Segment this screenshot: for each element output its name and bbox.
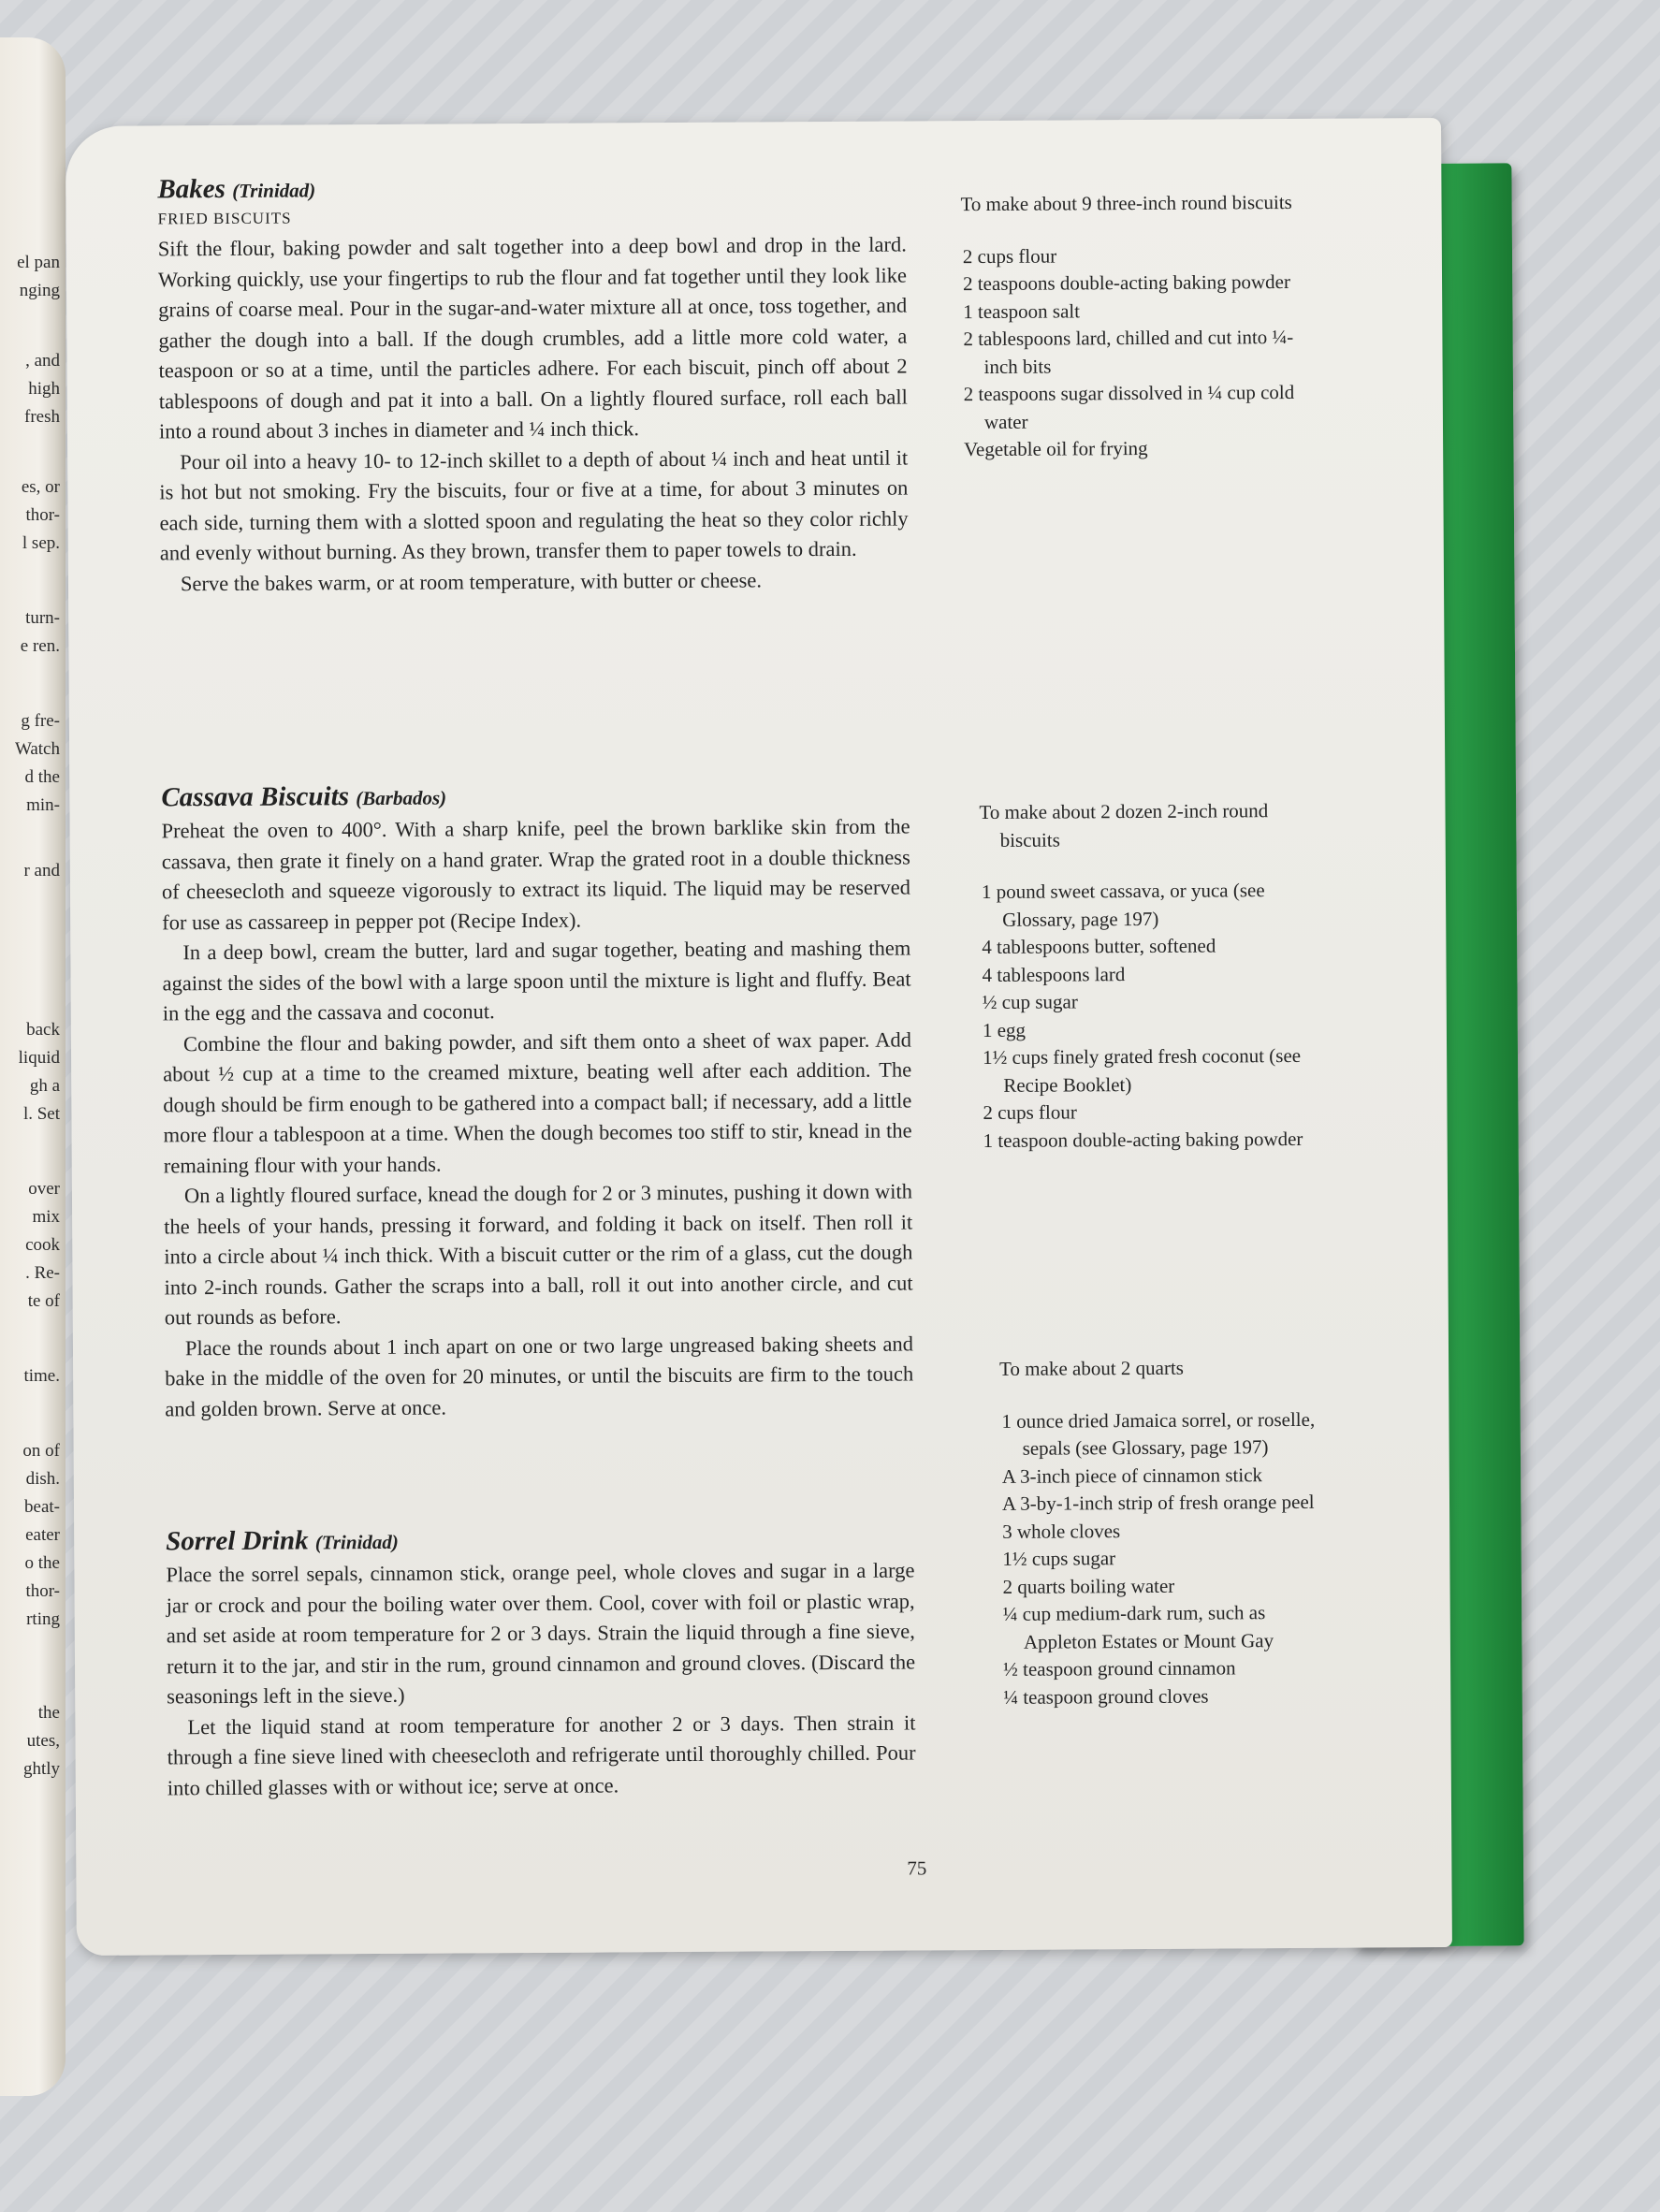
recipe-paragraph: On a lightly floured surface, knead the dough for 2 or 3 minutes, pushing it down with the heels of your hands, pressing it forward, and folding it back on itself. Then roll it into a circle about ¼ inch thick. With a biscuit cutter or the rim of a glass, cut the dough into 2-inch rounds. Gather the scraps into a ball, roll it out into another circle, and cut out rounds as before. bbox=[164, 1179, 913, 1330]
recipe-title: Bakes (Trinidad) bbox=[157, 173, 316, 205]
ingredient-item: ½ teaspoon ground cinnamon bbox=[1003, 1656, 1236, 1681]
left-page-fragment: liquid bbox=[18, 1048, 60, 1068]
recipe-paragraph: Place the sorrel sepals, cinnamon stick, orange peel, whole cloves and sugar in a large jar or crock and pour the boiling water over them. Cool, cover with foil or plastic wrap, and set aside at room temperature for 2 or 3 days. Strain the liquid through a fine sieve, return it to the jar, and stir in the rum, ground cinnamon and ground cloves. (Discard the seasonings left in the sieve.) bbox=[166, 1558, 916, 1709]
left-page-fragment: the bbox=[37, 1703, 60, 1723]
left-page-fragment: , and bbox=[25, 351, 60, 371]
left-page-fragment: g fre- bbox=[21, 711, 60, 731]
recipe-paragraph: Place the rounds about 1 inch apart on one or two large ungreased baking sheets and bake in the middle of the oven for 20 minutes, or until the biscuits are firm to the touch and golden brown. Serve at once. bbox=[165, 1331, 914, 1420]
recipe-yield: To make about 2 quarts bbox=[999, 1356, 1185, 1380]
ingredient-item: 2 quarts boiling water bbox=[1002, 1574, 1175, 1598]
page-number: 75 bbox=[907, 1856, 927, 1880]
left-page-fragment: on of bbox=[22, 1441, 60, 1461]
left-page-fragment: d the bbox=[24, 767, 60, 787]
recipe-yield: To make about 2 dozen 2-inch round biscuits bbox=[979, 799, 1269, 851]
recipe-sorrel-body bbox=[166, 1520, 916, 1803]
recipe-cassava-ingredients bbox=[979, 797, 1318, 1155]
recipe-bakes-body bbox=[157, 168, 909, 600]
ingredient-item: 1 teaspoon double-acting baking powder bbox=[983, 1127, 1303, 1152]
ingredient-item: 4 tablespoons lard bbox=[982, 962, 1126, 986]
left-page-fragment: thor- bbox=[25, 505, 60, 525]
ingredient-item: 2 cups flour bbox=[983, 1100, 1077, 1125]
recipe-paragraph: Pour oil into a heavy 10- to 12-inch skillet to a depth of about ¼ inch and heat until it is hot but not smoking. Fry the biscuits, four or five at a time, for about 3 minutes on each side, turning them with a slotted spoon and regulating the heat so they color richly and evenly without burning. As they brown, transfer them to paper towels to drain. bbox=[159, 445, 909, 565]
left-page-fragment: over bbox=[28, 1179, 60, 1199]
left-page-fragment: cook bbox=[25, 1235, 60, 1255]
ingredient-item: Vegetable oil for frying bbox=[964, 436, 1148, 461]
left-page-fragment: el pan bbox=[17, 253, 60, 272]
ingredient-list bbox=[980, 877, 1318, 1155]
recipe-paragraph: Sift the flour, baking powder and salt together into a deep bowl and drop in the lard. Working quickly, use your fingertips to rub the flour and fat together until they look like grains of coarse meal. Pour in the sugar-and-water mixture all at once, toss together, and gather the dough into a ball. If the dough crumbles, add a little more cold water, a teaspoon or so at a time, until the particles adhere. For each biscuit, pinch off about 2 tablespoons of dough and pat it into a ball. On a lightly floured surface, roll each ball into a round about 3 inches in diameter and ¼ inch thick. bbox=[157, 232, 908, 444]
ingredient-item: 3 whole cloves bbox=[1002, 1519, 1121, 1543]
ingredient-list bbox=[961, 240, 1299, 463]
left-page-fragment: utes, bbox=[26, 1731, 60, 1751]
ingredient-item: A 3-by-1-inch strip of fresh orange peel bbox=[1001, 1490, 1315, 1515]
left-page-fragment: back bbox=[26, 1020, 60, 1040]
left-page-fragment: min- bbox=[26, 795, 60, 815]
left-page-fragment: . Re- bbox=[25, 1263, 60, 1283]
left-page-fragment: beat- bbox=[24, 1497, 60, 1517]
ingredient-item: 1½ cups finely grated fresh coconut (see Recipe Booklet) bbox=[983, 1043, 1302, 1097]
left-page-fragment: fresh bbox=[24, 407, 60, 427]
right-page bbox=[66, 118, 1452, 1956]
left-page-fragment: dish. bbox=[25, 1469, 60, 1489]
recipe-paragraph: In a deep bowl, cream the butter, lard and sugar together, beating and mashing them against the sides of the bowl with a large spoon until the mixture is light and fluffy. Beat in the egg and the cassava and coconut. bbox=[162, 936, 911, 1026]
ingredient-item: ¼ teaspoon ground cloves bbox=[1003, 1684, 1209, 1709]
recipe-paragraph: Preheat the oven to 400°. With a sharp knife, peel the brown barklike skin from the cassava, then grate it finely on a hand grater. Wrap the grated root in a double thickness of cheesecloth and squeeze vigorously to extract its liquid. The liquid may be reserved for use as cassareep in pepper pot (Recipe Index). bbox=[161, 814, 911, 934]
left-page-fragment: ghtly bbox=[22, 1759, 60, 1779]
recipe-yield: To make about 9 three-inch round biscuits bbox=[960, 190, 1292, 216]
recipe-paragraph: Combine the flour and baking powder, and sift them onto a sheet of wax paper. Add about ½ cup at a time to the creamed mixture, beating well after each addition. The dough should be firm enough to be gathered into a compact ball; if necessary, add a little more flour a tablespoon at a time. When the dough becomes too stiff to stir, knead in the remaining flour with your hands. bbox=[163, 1026, 912, 1177]
left-page-fragment: Watch bbox=[14, 739, 60, 759]
left-page-fragment: l. Set bbox=[22, 1104, 60, 1124]
ingredient-item: 2 teaspoons sugar dissolved in ¼ cup cold water bbox=[963, 380, 1295, 433]
left-page-fragment: high bbox=[28, 379, 60, 399]
left-page-fragment: es, or bbox=[21, 477, 60, 497]
left-page-fragment: gh a bbox=[29, 1076, 60, 1096]
left-page-fragment: e ren. bbox=[20, 636, 60, 656]
left-page-fragment: rting bbox=[26, 1609, 60, 1629]
recipe-sorrel-ingredients bbox=[999, 1354, 1338, 1711]
left-page-fragment: te of bbox=[27, 1291, 60, 1311]
left-page-fragment: thor- bbox=[25, 1581, 60, 1601]
left-page-fragment: r and bbox=[23, 861, 60, 880]
ingredient-item: 1 egg bbox=[982, 1018, 1027, 1041]
recipe-title: Cassava Biscuits (Barbados) bbox=[161, 781, 447, 813]
recipe-paragraph: Let the liquid stand at room temperature for another 2 or 3 days. Then strain it through a fine sieve lined with cheesecloth and refrigerate until thoroughly chilled. Pour into chilled glasses with or without ice; serve at once. bbox=[167, 1710, 916, 1799]
left-page bbox=[0, 37, 66, 2096]
left-page-fragment: eater bbox=[25, 1525, 60, 1545]
ingredient-item: 1½ cups sugar bbox=[1002, 1547, 1116, 1570]
recipe-title: Sorrel Drink (Trinidad) bbox=[166, 1525, 399, 1557]
recipe-subtitle: FRIED BISCUITS bbox=[157, 209, 292, 228]
recipe-bakes-ingredients bbox=[960, 189, 1299, 464]
left-page-fragment: time. bbox=[23, 1366, 60, 1386]
ingredient-item: A 3-inch piece of cinnamon stick bbox=[1001, 1463, 1263, 1488]
ingredient-item: ½ cup sugar bbox=[982, 990, 1078, 1014]
left-page-fragment: o the bbox=[24, 1553, 60, 1573]
recipe-paragraph: Serve the bakes warm, or at room temperature, with butter or cheese. bbox=[180, 567, 763, 595]
ingredient-item: 2 cups flour bbox=[962, 244, 1057, 268]
left-page-fragment: turn- bbox=[25, 608, 60, 628]
ingredient-item: 2 teaspoons double-acting baking powder bbox=[962, 270, 1291, 296]
ingredient-item: 4 tablespoons butter, softened bbox=[982, 934, 1216, 959]
ingredient-item: 1 pound sweet cassava, or yuca (see Glossary, page 197) bbox=[981, 879, 1265, 931]
left-page-fragment: nging bbox=[19, 281, 60, 300]
recipe-cassava-body bbox=[161, 777, 913, 1425]
ingredient-list bbox=[999, 1405, 1338, 1711]
left-page-fragment: mix bbox=[32, 1207, 60, 1227]
ingredient-item: 1 ounce dried Jamaica sorrel, or roselle, sepals (see Glossary, page 197) bbox=[1001, 1407, 1316, 1460]
ingredient-item: 2 tablespoons lard, chilled and cut into ¼-inch bits bbox=[963, 325, 1294, 378]
left-page-fragment: l sep. bbox=[22, 533, 60, 553]
ingredient-item: ¼ cup medium-dark rum, such as Appleton Estates or Mount Gay bbox=[1002, 1601, 1274, 1653]
ingredient-item: 1 teaspoon salt bbox=[963, 298, 1081, 323]
